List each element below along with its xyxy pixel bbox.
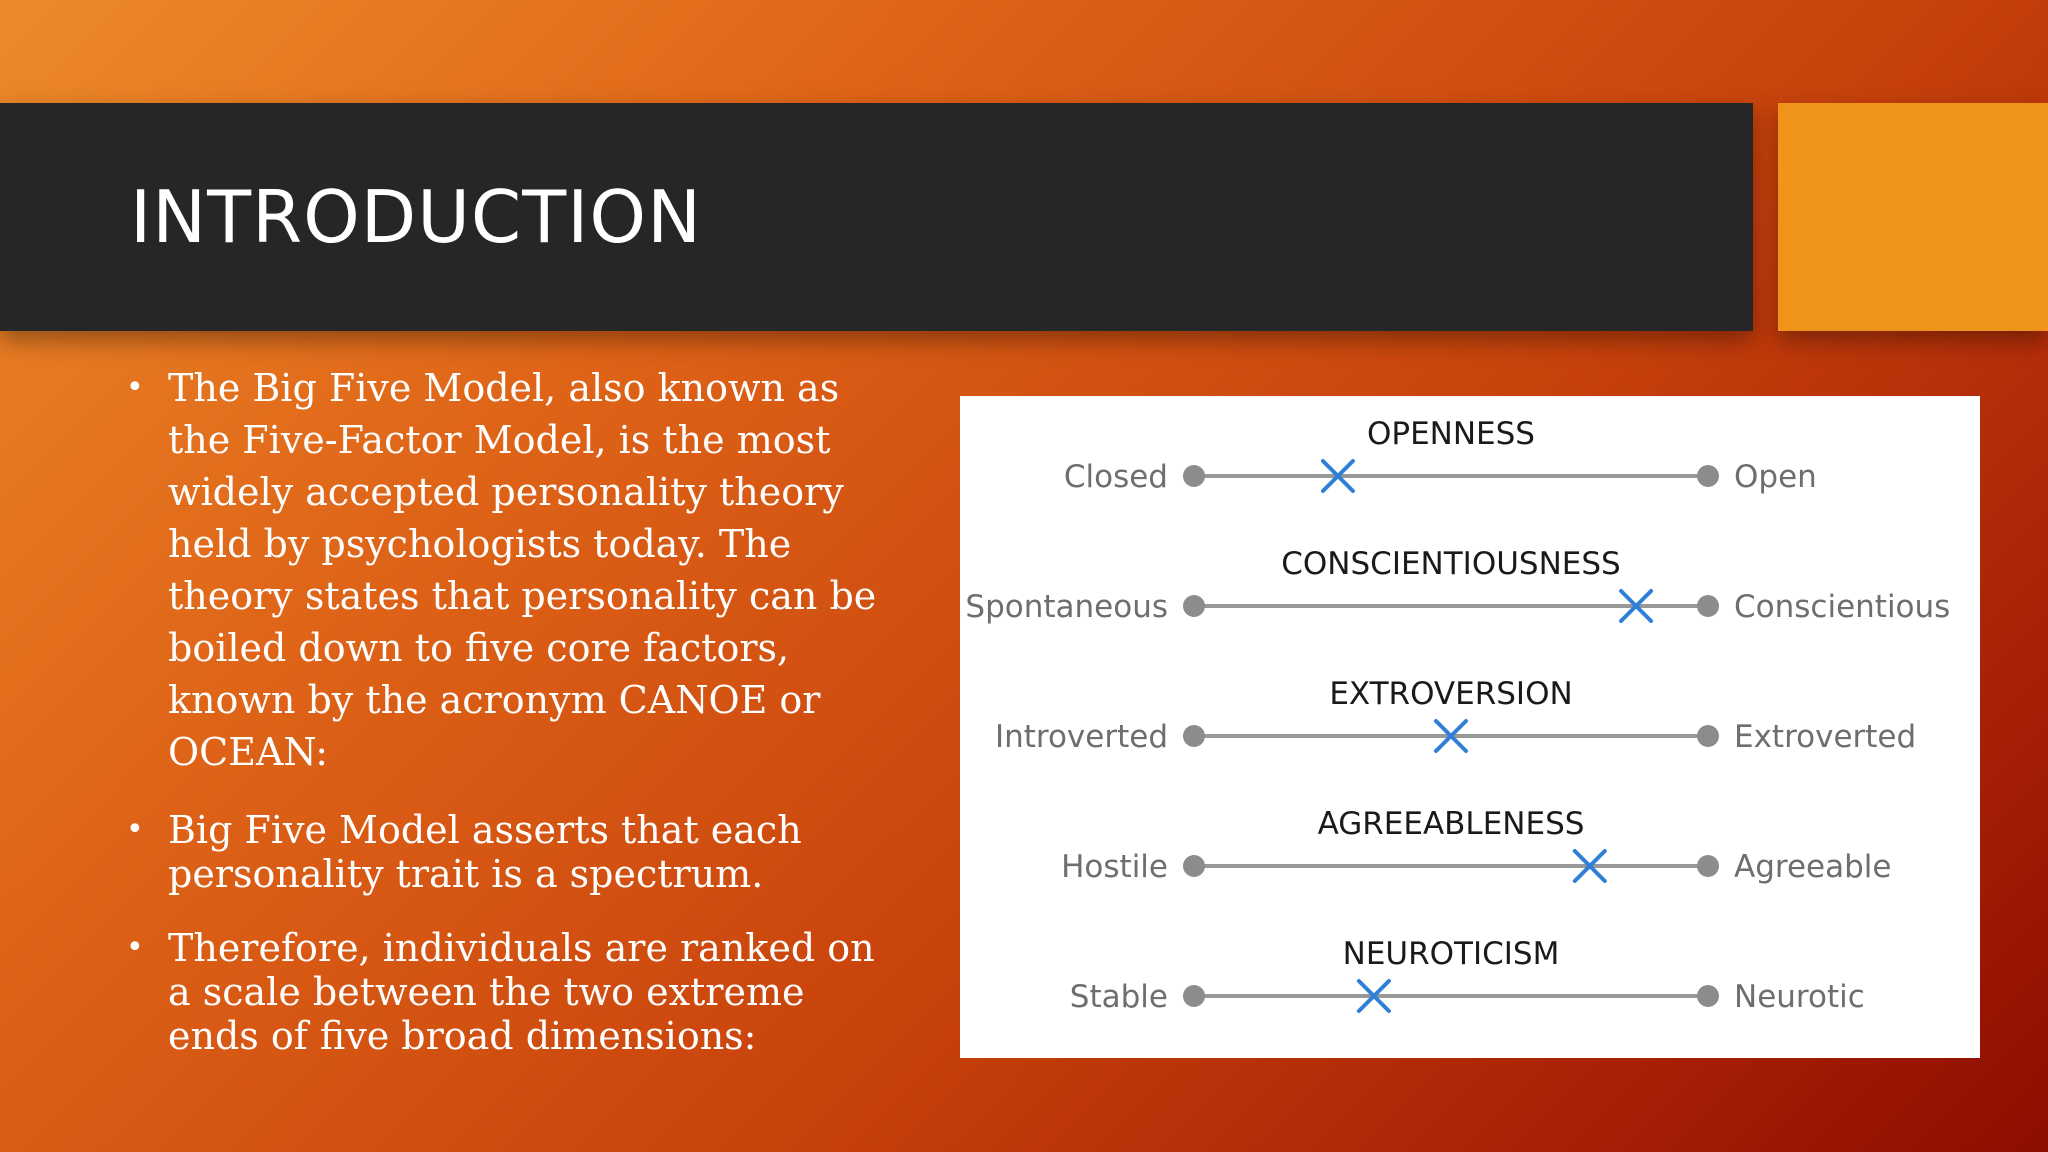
trait-low-label: Introverted — [994, 719, 1168, 755]
spectrum-endpoint-low — [1183, 465, 1205, 487]
bullet-item — [126, 808, 906, 896]
trait-title: CONSCIENTIOUSNESS — [1281, 546, 1621, 582]
spectrum-endpoint-high — [1697, 465, 1719, 487]
trait-title: NEUROTICISM — [1342, 936, 1560, 972]
big-five-figure — [960, 396, 1980, 1058]
spectrum-endpoint-high — [1697, 595, 1719, 617]
trait-title: EXTROVERSION — [1329, 676, 1573, 712]
trait-high-label: Conscientious — [1734, 589, 1951, 625]
trait-high-label: Extroverted — [1734, 719, 1917, 755]
spectrum-endpoint-low — [1183, 855, 1205, 877]
slide-title: INTRODUCTION — [130, 175, 702, 259]
bullet-item — [126, 362, 906, 778]
trait-low-label: Closed — [1063, 459, 1168, 495]
trait-low-label: Stable — [1069, 979, 1168, 1015]
bullet-text: Therefore, individuals are ranked on a scale between the two extreme ends of five broad dimensions: — [168, 926, 875, 1058]
trait-spectrum-diagram — [960, 396, 1980, 1058]
spectrum-endpoint-high — [1697, 985, 1719, 1007]
title-bar — [0, 103, 1753, 331]
bullet-text: Big Five Model asserts that each personality trait is a spectrum. — [168, 808, 802, 896]
bullet-icon: • — [126, 812, 144, 847]
bullet-icon: • — [126, 370, 144, 405]
spectrum-endpoint-low — [1183, 985, 1205, 1007]
bullet-item — [126, 926, 906, 1058]
bullet-icon: • — [126, 930, 144, 965]
trait-high-label: Agreeable — [1734, 849, 1892, 885]
spectrum-endpoint-low — [1183, 725, 1205, 747]
accent-square — [1778, 103, 2048, 331]
spectrum-endpoint-high — [1697, 725, 1719, 747]
spectrum-endpoint-high — [1697, 855, 1719, 877]
trait-title: AGREEABLENESS — [1317, 806, 1585, 842]
trait-title: OPENNESS — [1366, 416, 1536, 452]
trait-low-label: Spontaneous — [965, 589, 1168, 625]
bullet-list — [126, 362, 906, 1088]
trait-high-label: Neurotic — [1734, 979, 1865, 1015]
trait-low-label: Hostile — [1061, 849, 1168, 885]
spectrum-endpoint-low — [1183, 595, 1205, 617]
trait-high-label: Open — [1734, 459, 1817, 495]
bullet-text: The Big Five Model, also known as the Five-Factor Model, is the most widely accepted personality theory held by psychologists today. The theory states that personality can be boiled down to five core factors, known by the acronym CANOE or OCEAN: — [168, 366, 877, 774]
